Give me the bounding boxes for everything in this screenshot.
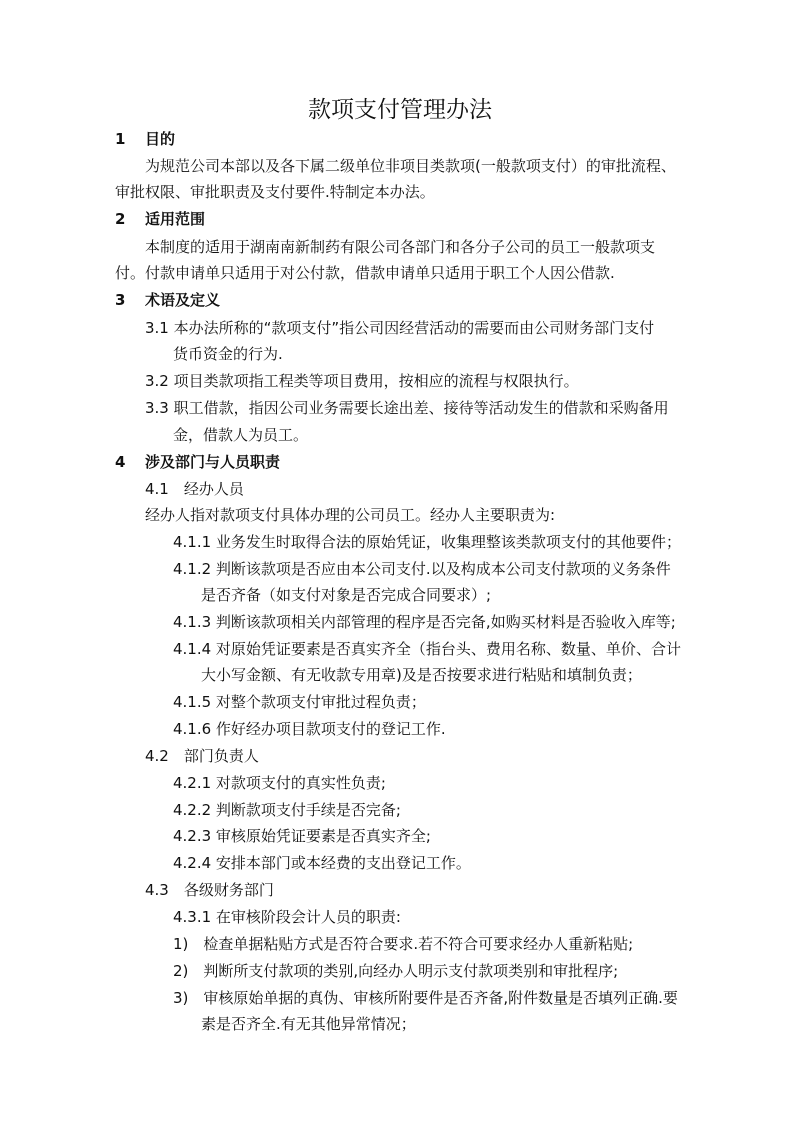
- section-2-paragraph-line-1: 本制度的适用于湖南南新制药有限公司各部门和各分子公司的员工一般款项支: [145, 238, 656, 256]
- item-4-2-3: 4.2.3 审核原始凭证要素是否真实齐全;: [173, 827, 431, 845]
- subsection-4-3-heading: 4.3 各级财务部门: [145, 881, 274, 899]
- item-3-1-line-1: 3.1 本办法所称的“款项支付”指公司因经营活动的需要而由公司财务部门支付: [145, 319, 655, 337]
- list-item-2: 2) 判断所支付款项的类别,向经办人明示支付款项类别和审批程序;: [173, 962, 619, 980]
- item-4-2-1: 4.2.1 对款项支付的真实性负责;: [173, 774, 386, 792]
- subsection-4-2-heading: 4.2 部门负责人: [145, 747, 259, 765]
- section-1-title: 目的: [145, 130, 176, 148]
- item-4-1-4-line-1: 4.1.4 对原始凭证要素是否真实齐全（指台头、费用名称、数量、单价、合计: [173, 640, 681, 658]
- item-4-1-3: 4.1.3 判断该款项相关内部管理的程序是否完备,如购买材料是否验收入库等;: [173, 613, 676, 631]
- list-item-3-line-1: 3) 审核原始单据的真伪、审核所附要件是否齐备,附件数量是否填列正确.要: [173, 989, 678, 1007]
- section-1-number: 1: [115, 130, 126, 148]
- item-4-1-1: 4.1.1 业务发生时取得合法的原始凭证，收集理整该类款项支付的其他要件；: [173, 533, 681, 551]
- document-title: 款项支付管理办法: [308, 97, 492, 123]
- item-4-1-2-line-1: 4.1.2 判断该款项是否应由本公司支付.以及构成本公司支付款项的义务条件: [173, 560, 671, 578]
- item-4-1-4-line-2: 大小写金额、有无收款专用章)及是否按要求进行粘贴和填制负责；: [201, 666, 642, 684]
- list-item-3-line-2: 素是否齐全.有无其他异常情况；: [201, 1015, 416, 1033]
- section-4-number: 4: [115, 453, 126, 471]
- section-1-paragraph-line-1: 为规范公司本部以及各下属二级单位非项目类款项(一般款项支付）的审批流程、: [145, 157, 676, 175]
- item-4-1-5: 4.1.5 对整个款项支付审批过程负责；: [173, 693, 426, 711]
- subsection-4-1-intro: 经办人指对款项支付具体办理的公司员工。经办人主要职责为:: [145, 506, 556, 524]
- section-4-title: 涉及部门与人员职责: [145, 453, 281, 471]
- item-4-2-4: 4.2.4 安排本部门或本经费的支出登记工作。: [173, 854, 471, 872]
- item-3-2: 3.2 项目类款项指工程类等项目费用，按相应的流程与权限执行。: [145, 372, 579, 390]
- item-3-3-line-2: 金，借款人为员工。: [173, 426, 309, 444]
- section-1-paragraph-line-2: 审批权限、审批职责及支付要件.特制定本办法。: [115, 183, 435, 201]
- section-2-title: 适用范围: [145, 210, 206, 228]
- item-4-1-6: 4.1.6 作好经办项目款项支付的登记工作.: [173, 720, 446, 738]
- item-4-2-2: 4.2.2 判断款项支付手续是否完备;: [173, 801, 401, 819]
- item-3-3-line-1: 3.3 职工借款，指因公司业务需要长途出差、接待等活动发生的借款和采购备用: [145, 399, 669, 417]
- item-4-1-2-line-2: 是否齐备（如支付对象是否完成合同要求）;: [201, 586, 492, 604]
- subsection-4-1-heading: 4.1 经办人员: [145, 480, 244, 498]
- section-3-title: 术语及定义: [145, 291, 221, 309]
- item-4-3-1: 4.3.1 在审核阶段会计人员的职责:: [173, 908, 401, 926]
- list-item-1: 1) 检查单据粘贴方式是否符合要求.若不符合可要求经办人重新粘贴;: [173, 935, 634, 953]
- section-3-number: 3: [115, 291, 126, 309]
- item-3-1-line-2: 货币资金的行为.: [173, 345, 283, 363]
- section-2-paragraph-line-2: 付。付款申请单只适用于对公付款，借款申请单只适用于职工个人因公借款.: [115, 264, 615, 282]
- section-2-number: 2: [115, 210, 126, 228]
